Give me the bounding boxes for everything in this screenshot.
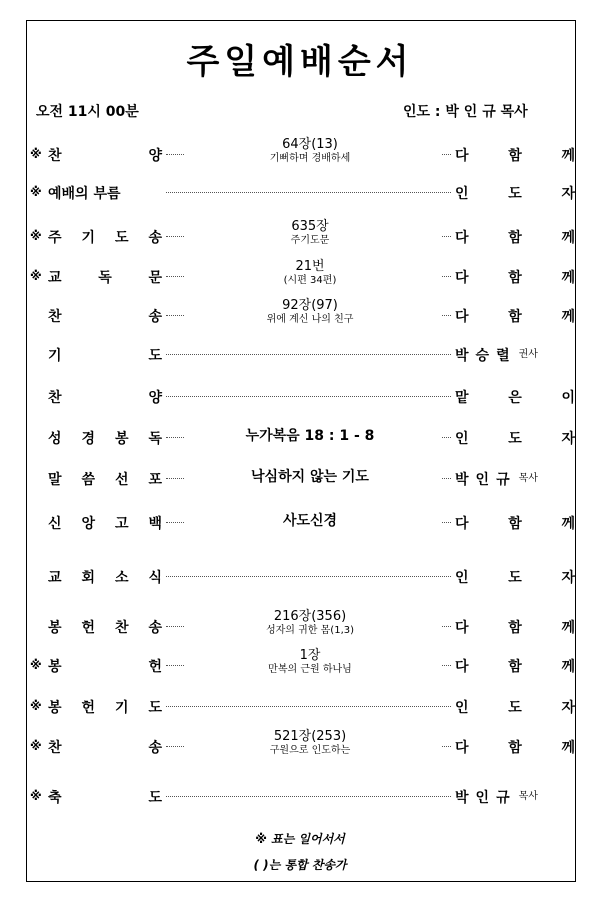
item-leader: [455, 306, 575, 326]
item-label-char: 앙: [81, 516, 96, 532]
item-main-text: 92장(97): [282, 298, 338, 313]
item-label-char: 봉: [48, 659, 62, 675]
standing-mark: ※: [30, 739, 42, 753]
standing-mark: ※: [30, 269, 42, 283]
item-label: [48, 227, 162, 247]
item-label: [48, 145, 162, 165]
item-leader-char: 께: [561, 309, 575, 325]
item-content: [180, 469, 440, 485]
item-label-char: 교: [48, 570, 62, 586]
dotted-leader-line: [166, 576, 451, 577]
item-label-char: 독: [148, 431, 162, 447]
dotted-leader-line: [166, 354, 451, 355]
item-sub-text: 주기도문: [290, 234, 330, 246]
item-label-char: 도: [148, 348, 162, 364]
item-leader: [455, 737, 575, 757]
dotted-leader-line: [442, 746, 451, 747]
item-leader-char: 다: [455, 659, 469, 675]
item-leader-char: 께: [561, 740, 575, 756]
item-main-text: 216장(356): [273, 609, 347, 624]
dotted-leader-line: [166, 192, 451, 193]
item-main-text: 1장: [299, 648, 321, 663]
service-item: [30, 172, 575, 212]
item-leader: [455, 387, 575, 407]
item-label-char: 봉: [48, 620, 62, 636]
item-label: [48, 567, 162, 587]
item-label-char: 도: [148, 700, 162, 716]
item-leader-char: 께: [561, 230, 575, 246]
dotted-leader-line: [442, 478, 451, 479]
item-label-char: 양: [148, 390, 162, 406]
service-item: [30, 216, 575, 256]
item-label-char: 봉: [114, 431, 129, 447]
service-item: [30, 134, 575, 174]
item-leader-char: 께: [561, 659, 575, 675]
dotted-leader-line: [442, 626, 451, 627]
item-label-char: 도: [148, 790, 162, 806]
item-leader: [455, 656, 575, 676]
item-leader-char: 은: [508, 390, 522, 406]
item-label-char: 주: [48, 230, 62, 246]
service-time: 오전 11시 00분: [36, 104, 139, 120]
item-leader-char: 다: [455, 148, 469, 164]
item-main-text: 21번: [295, 259, 325, 274]
item-content: [180, 730, 440, 756]
item-label: [48, 183, 162, 203]
standing-mark: ※: [30, 658, 42, 672]
item-leader: [455, 617, 575, 637]
service-item: [30, 295, 575, 335]
item-label-char: 고: [114, 516, 129, 532]
item-sub-text: 성자의 귀한 몸(1,3): [265, 624, 355, 636]
item-sub-text: (시편 34편): [283, 274, 337, 286]
item-label-char: 찬: [48, 390, 62, 406]
item-label-char: 송: [148, 309, 162, 325]
item-leader-char: 함: [508, 148, 522, 164]
standing-mark: ※: [30, 789, 42, 803]
service-item: [30, 606, 575, 646]
dotted-leader-line: [442, 665, 451, 666]
item-label-char: 봉: [48, 700, 62, 716]
item-leader-char: 께: [561, 270, 575, 286]
item-label: [48, 737, 162, 757]
item-leader-char: 다: [455, 270, 469, 286]
item-leader-char: 께: [561, 516, 575, 532]
item-label-char: 헌: [81, 620, 96, 636]
item-leader-char: 자: [561, 186, 575, 202]
item-label-char: 문: [148, 270, 162, 286]
item-label-char: 성: [48, 431, 62, 447]
item-content: [180, 220, 440, 246]
item-label: [48, 617, 162, 637]
item-leader-char: 박: [455, 472, 469, 488]
standing-mark: ※: [30, 229, 42, 243]
item-leader-char: 도: [508, 700, 522, 716]
item-leader-char: 인: [455, 570, 469, 586]
item-leader-title: 목사: [518, 791, 538, 802]
item-leader: [455, 267, 575, 287]
item-content: [180, 610, 440, 636]
item-label: [48, 345, 162, 365]
item-leader-char: 인: [455, 186, 469, 202]
dotted-leader-line: [442, 154, 451, 155]
item-leader: [455, 145, 575, 165]
item-label-char: 교: [48, 270, 62, 286]
item-label-char: 헌: [81, 700, 96, 716]
item-leader: [455, 513, 575, 533]
item-leader-char: 께: [561, 620, 575, 636]
service-item: [30, 645, 575, 685]
dotted-leader-line: [166, 706, 451, 707]
service-item: [30, 556, 575, 596]
item-leader-char: 다: [455, 740, 469, 756]
item-sub-text: 구원으로 인도하는: [269, 744, 351, 756]
item-main-text: 64장(13): [282, 137, 338, 152]
item-leader-char: 인: [455, 700, 469, 716]
dotted-leader-line: [166, 796, 451, 797]
item-leader-char: 자: [561, 700, 575, 716]
service-item: [30, 686, 575, 726]
item-leader-char: 렬: [496, 348, 510, 364]
item-leader-char: 인: [475, 472, 490, 488]
item-leader-char: 함: [508, 620, 522, 636]
page-title: 주일예배순서: [186, 42, 414, 82]
item-leader: [455, 469, 575, 489]
service-item: [30, 458, 570, 498]
item-leader-char: 도: [508, 570, 522, 586]
item-label-char: 찬: [48, 740, 62, 756]
item-leader-char: 함: [508, 740, 522, 756]
item-main-text: 사도신경: [282, 513, 338, 529]
item-leader-char: 다: [455, 620, 469, 636]
officiant: 인도 : 박 인 규 목사: [403, 104, 528, 120]
item-label-char: 찬: [48, 148, 62, 164]
item-leader-char: 규: [496, 790, 510, 806]
item-main-text: 521장(253): [273, 729, 347, 744]
item-sub-text: 위에 계신 나의 친구: [266, 313, 354, 325]
service-item: [30, 726, 575, 766]
item-leader: [455, 697, 575, 717]
item-label-char: 기: [81, 230, 96, 246]
service-item: [30, 376, 575, 416]
item-label: [48, 387, 162, 407]
item-label: [48, 656, 162, 676]
item-main-text: 낙심하지 않는 기도: [251, 469, 369, 485]
item-label-char: 도: [114, 230, 129, 246]
item-label: [48, 513, 162, 533]
item-leader-char: 맡: [455, 390, 469, 406]
item-content: [180, 428, 440, 444]
item-content: [180, 649, 440, 675]
item-leader-char: 다: [455, 516, 469, 532]
item-leader-char: 함: [508, 230, 522, 246]
service-item: [30, 256, 575, 296]
item-leader-char: 자: [561, 570, 575, 586]
item-leader-char: 함: [508, 309, 522, 325]
item-content: [180, 513, 440, 529]
item-leader-char: 박: [455, 348, 469, 364]
dotted-leader-line: [442, 315, 451, 316]
item-label-char: 기: [48, 348, 62, 364]
item-label-char: 경: [81, 431, 96, 447]
item-leader-char: 다: [455, 309, 469, 325]
item-leader-char: 박: [455, 790, 469, 806]
item-label-char: 찬: [114, 620, 129, 636]
dotted-leader-line: [442, 522, 451, 523]
item-content: [180, 260, 440, 286]
footer-note-standing: ※ 표는 일어서서: [255, 832, 345, 846]
footer-note-hymnal: ( )는 통합 찬송가: [253, 858, 347, 872]
standing-mark: ※: [30, 185, 42, 199]
item-leader-char: 자: [561, 431, 575, 447]
item-leader-char: 도: [508, 186, 522, 202]
item-label-char: 송: [148, 230, 162, 246]
item-label-char: 씀: [81, 472, 96, 488]
dotted-leader-line: [442, 437, 451, 438]
standing-mark: ※: [30, 699, 42, 713]
dotted-leader-line: [166, 396, 451, 397]
service-item: [30, 417, 575, 457]
item-label-char: 양: [148, 148, 162, 164]
item-leader-char: 이: [561, 390, 575, 406]
item-leader-char: 승: [475, 348, 490, 364]
item-label-char: 식: [148, 570, 162, 586]
dotted-leader-line: [442, 276, 451, 277]
item-leader-char: 다: [455, 230, 469, 246]
item-leader-char: 인: [455, 431, 469, 447]
item-leader-title: 권사: [518, 349, 538, 360]
item-label-char: 송: [148, 740, 162, 756]
item-leader: [455, 428, 575, 448]
item-label-char: 선: [114, 472, 129, 488]
item-leader-char: 인: [475, 790, 490, 806]
item-sub-text: 만복의 근원 하나님: [268, 663, 352, 675]
item-label: [48, 428, 162, 448]
item-label: [48, 267, 162, 287]
item-leader-char: 함: [508, 659, 522, 675]
item-leader-title: 목사: [518, 473, 538, 484]
item-content: [180, 138, 440, 164]
item-label: [48, 306, 162, 326]
item-label-char: 송: [148, 620, 162, 636]
item-label-char: 회: [81, 570, 96, 586]
item-main-text: 누가복음 18 : 1 - 8: [245, 428, 375, 444]
item-content: [180, 299, 440, 325]
dotted-leader-line: [442, 236, 451, 237]
item-leader-char: 함: [508, 270, 522, 286]
item-leader: [455, 567, 575, 587]
item-label-char: 헌: [148, 659, 162, 675]
item-label-char: 찬: [48, 309, 62, 325]
item-label: [48, 469, 162, 489]
item-label-char: 예배의 부름: [48, 186, 121, 202]
item-label-char: 포: [148, 472, 162, 488]
item-sub-text: 기뻐하며 경배하세: [269, 152, 351, 164]
item-label-char: 소: [114, 570, 129, 586]
item-label-char: 백: [148, 516, 162, 532]
item-leader: [455, 227, 575, 247]
standing-mark: ※: [30, 147, 42, 161]
item-leader-char: 함: [508, 516, 522, 532]
item-main-text: 635장: [291, 219, 329, 234]
item-leader: [455, 345, 575, 365]
item-leader-char: 도: [508, 431, 522, 447]
item-label: [48, 697, 162, 717]
item-label-char: 말: [48, 472, 62, 488]
item-label-char: 신: [48, 516, 62, 532]
item-leader-char: 께: [561, 148, 575, 164]
item-label-char: 기: [114, 700, 129, 716]
item-leader-char: 규: [496, 472, 510, 488]
item-label: [48, 787, 162, 807]
service-item: [30, 776, 570, 816]
item-label-char: 축: [48, 790, 62, 806]
item-leader: [455, 183, 575, 203]
service-item: [30, 502, 575, 542]
item-leader: [455, 787, 575, 807]
service-item: [30, 334, 570, 374]
item-label-char: 독: [98, 270, 112, 286]
